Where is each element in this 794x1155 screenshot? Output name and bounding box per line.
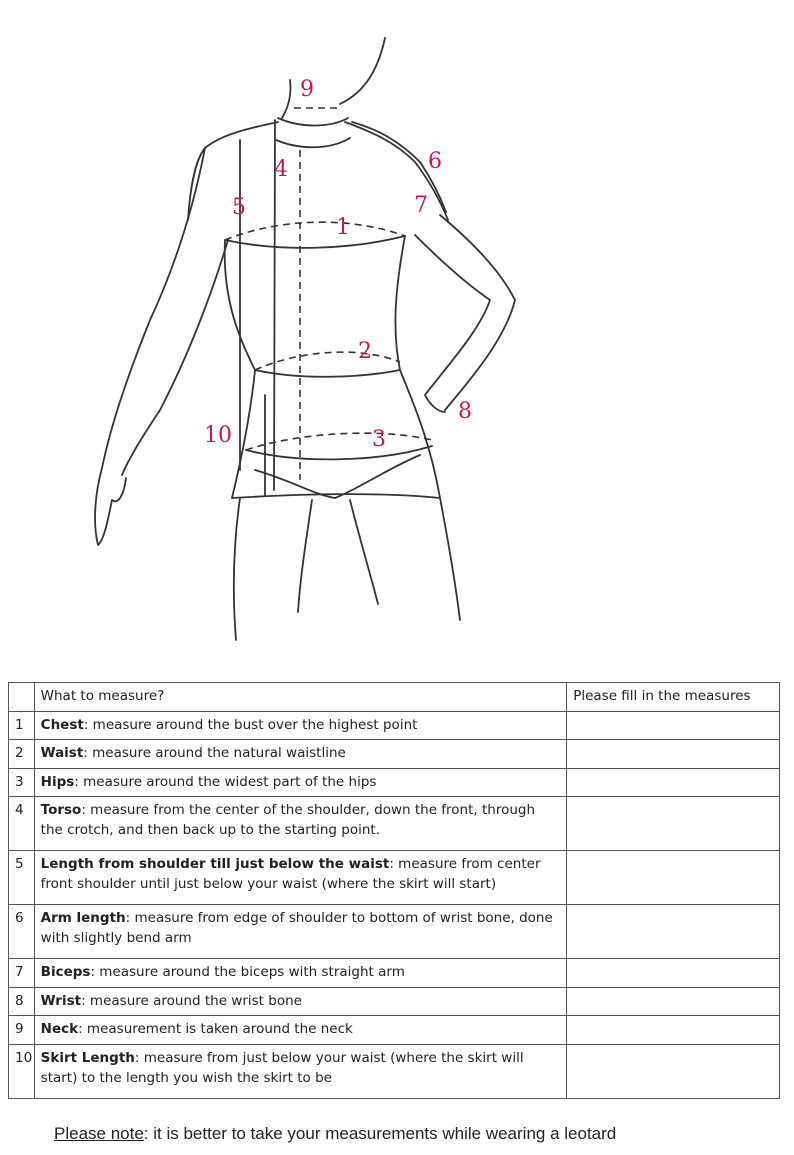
measurement-table — [8, 682, 780, 1099]
row-description — [34, 740, 567, 769]
measure-term: Torso — [40, 802, 82, 819]
measure-entry-cell[interactable] — [567, 1016, 780, 1045]
measure-entry-cell[interactable] — [567, 740, 780, 769]
figure-label-1: 1 — [336, 215, 350, 240]
row-index: 1 — [9, 711, 35, 740]
table-row — [9, 711, 780, 740]
table-row — [9, 959, 780, 988]
figure-label-9: 9 — [300, 77, 314, 102]
figure-label-3: 3 — [372, 427, 386, 452]
note-lead: Please note — [54, 1124, 144, 1143]
measure-term: Wrist — [40, 992, 82, 1009]
table-row — [9, 1016, 780, 1045]
measure-instruction: : measurement is taken around the neck — [78, 1021, 353, 1038]
measure-entry-cell[interactable] — [567, 797, 780, 851]
figure-label-5: 5 — [232, 195, 246, 220]
table-row — [9, 1044, 780, 1098]
row-index: 7 — [9, 959, 35, 988]
measure-entry-cell[interactable] — [567, 768, 780, 797]
measure-entry-cell[interactable] — [567, 851, 780, 905]
measure-instruction: : measure from center front shoulder until just below your waist (where the skirt will start) — [40, 856, 541, 892]
figure-label-6: 6 — [428, 149, 442, 174]
figure-label-8: 8 — [458, 399, 472, 424]
figure-label-7: 7 — [414, 193, 428, 218]
measure-instruction: : measure around the biceps with straight arm — [90, 964, 405, 981]
row-description — [34, 959, 567, 988]
row-index: 3 — [9, 768, 35, 797]
table-row — [9, 797, 780, 851]
row-index: 5 — [9, 851, 35, 905]
measure-term: Chest — [40, 716, 84, 733]
figure-label-4: 4 — [274, 157, 288, 182]
row-description — [34, 851, 567, 905]
note-text: : it is better to take your measurements while wearing a leotard — [143, 1124, 617, 1143]
header-fill: Please fill in the measures — [567, 683, 780, 712]
row-index: 10 — [9, 1044, 35, 1098]
measure-instruction: : measure from the center of the shoulder, down the front, through the crotch, and then back up to the starting point. — [40, 802, 536, 838]
table-row — [9, 987, 780, 1016]
measure-entry-cell[interactable] — [567, 1044, 780, 1098]
row-index: 9 — [9, 1016, 35, 1045]
table-row — [9, 740, 780, 769]
measure-term: Skirt Length — [40, 1049, 135, 1066]
table-row — [9, 905, 780, 959]
row-description — [34, 711, 567, 740]
measure-term: Hips — [40, 773, 75, 790]
row-description — [34, 797, 567, 851]
measure-instruction: : measure from edge of shoulder to bottom of wrist bone, done with slightly bend arm — [40, 910, 553, 946]
figure-label-10: 10 — [204, 423, 232, 448]
header-what: What to measure? — [34, 683, 567, 712]
measure-instruction: : measure from just below your waist (where the skirt will start) to the length you wish the skirt to be — [40, 1049, 524, 1086]
measure-instruction: : measure around the bust over the highest point — [83, 716, 418, 733]
row-description — [34, 1044, 567, 1098]
table-row — [9, 851, 780, 905]
measure-entry-cell[interactable] — [567, 711, 780, 740]
measure-entry-cell[interactable] — [567, 987, 780, 1016]
header-index-cell — [9, 683, 35, 712]
measure-instruction: : measure around the wrist bone — [81, 992, 302, 1009]
row-index: 2 — [9, 740, 35, 769]
table-header-row — [9, 683, 780, 712]
measure-term: Waist — [40, 745, 84, 762]
measure-term: Arm length — [40, 910, 126, 927]
measurement-rows — [9, 711, 780, 1098]
measure-term: Neck — [40, 1021, 79, 1038]
measure-entry-cell[interactable] — [567, 959, 780, 988]
row-description — [34, 768, 567, 797]
figure-label-2: 2 — [358, 339, 372, 364]
row-index: 8 — [9, 987, 35, 1016]
row-description — [34, 987, 567, 1016]
measure-term: Length from shoulder till just below the waist — [40, 856, 390, 873]
measure-term: Biceps — [40, 964, 91, 981]
measure-instruction: : measure around the natural waistline — [83, 745, 346, 762]
row-description — [34, 905, 567, 959]
footer-note — [54, 1124, 616, 1144]
measure-entry-cell[interactable] — [567, 905, 780, 959]
row-index: 6 — [9, 905, 35, 959]
row-description — [34, 1016, 567, 1045]
row-index: 4 — [9, 797, 35, 851]
measure-instruction: : measure around the widest part of the hips — [74, 773, 377, 790]
table-row — [9, 768, 780, 797]
